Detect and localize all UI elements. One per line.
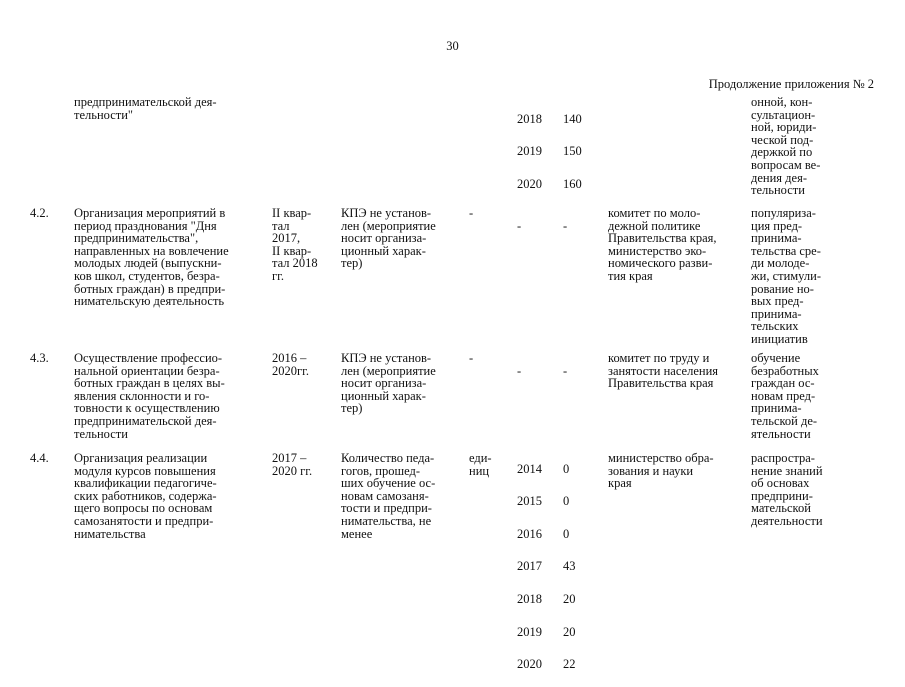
year-value: - <box>563 363 568 378</box>
carryover-years <box>517 96 583 206</box>
row-years <box>517 207 583 232</box>
row-result: популяриза- ция пред- принима- тельства сре- ди молоде- жи, стимули- рование но- вых пред- принима- тельских инициатив <box>751 206 821 346</box>
year-value: 0 <box>563 494 570 509</box>
year-row <box>517 622 583 642</box>
year-value: - <box>563 218 568 233</box>
year-label: - <box>517 363 522 378</box>
row-period: II квар- тал 2017, II квар- тал 2018 гг. <box>272 206 318 283</box>
row-number: 4.3. <box>30 351 49 365</box>
year-label: - <box>517 218 522 233</box>
row-indicator: КПЭ не установ- лен (мероприятие носит организа- ционный харак- тер) <box>341 351 436 416</box>
row-executor: комитет по труду и занятости населения Правительства края <box>608 351 719 391</box>
row-indicator: КПЭ не установ- лен (мероприятие носит организа- ционный харак- тер) <box>341 206 436 271</box>
year-row <box>517 524 583 544</box>
year-row <box>517 109 583 129</box>
year-value: 150 <box>563 144 582 159</box>
row-unit: еди- ниц <box>469 451 492 478</box>
year-value: 20 <box>563 591 576 606</box>
row-number: 4.4. <box>30 451 49 465</box>
year-row <box>517 174 583 194</box>
row-description: Осуществление профессио- нальной ориентации безра- ботных граждан в целях вы- явления склонности и го- товности к осуществлению предпринимательской дея- тельности <box>74 351 225 441</box>
carryover-description: предпринимательской дея- тельности" <box>74 95 217 122</box>
year-label: 2019 <box>517 144 542 159</box>
row-result: обучение безработных граждан ос- новам пред- принима- тельской де- ятельности <box>751 351 819 441</box>
carryover-result: онной, кон- сультацион- ной, юриди- ческой под- держкой по вопросам ве- дения дея- тельности <box>751 95 821 198</box>
row-executor: министерство обра- зования и науки края <box>608 451 714 491</box>
year-label: 2020 <box>517 657 542 672</box>
year-label: 2014 <box>517 461 542 476</box>
year-value: 22 <box>563 657 576 672</box>
row-period: 2016 – 2020гг. <box>272 351 309 378</box>
year-label: 2019 <box>517 624 542 639</box>
year-row <box>517 589 583 609</box>
year-value: 140 <box>563 111 582 126</box>
year-value: 0 <box>563 526 570 541</box>
year-row <box>517 556 583 576</box>
row-period: 2017 – 2020 гг. <box>272 451 313 478</box>
year-label: 2015 <box>517 494 542 509</box>
row-unit: - <box>469 206 474 220</box>
year-value: 0 <box>563 461 570 476</box>
row-description: Организация реализации модуля курсов повышения квалификации педагогиче- ских работников, содержа- щего вопросы по основам самозанятости и предпри- нимательства <box>74 451 217 541</box>
year-label: 2017 <box>517 559 542 574</box>
year-label: 2020 <box>517 176 542 191</box>
row-years <box>517 446 583 687</box>
year-value: 43 <box>563 559 576 574</box>
row-years <box>517 352 583 377</box>
row-unit: - <box>469 351 474 365</box>
year-label: 2016 <box>517 526 542 541</box>
page-number: 30 <box>446 39 459 53</box>
year-label: 2018 <box>517 591 542 606</box>
year-row <box>517 491 583 511</box>
year-label: 2018 <box>517 111 542 126</box>
year-row <box>517 459 583 479</box>
year-value: 160 <box>563 176 582 191</box>
year-row <box>517 654 583 674</box>
year-row <box>517 141 583 161</box>
row-result: распростра- нение знаний об основах предприни- мательской деятельности <box>751 451 823 528</box>
row-executor: комитет по моло- дежной политике Правительства края, министерство эко- номического разви- тия края <box>608 206 717 283</box>
row-indicator: Количество педа- гогов, прошед- ших обучение ос- новам самозаня- тости и предпри- нимательства, не менее <box>341 451 436 541</box>
continuation-label: Продолжение приложения № 2 <box>708 77 874 91</box>
row-description: Организация мероприятий в период празднования "Дня предпринимательства", направленных на вовлечение молодых людей (выпускни- ков школ, студентов, безра- ботных граждан) в предпри- нимательскую деятельность <box>74 206 229 309</box>
year-value: 20 <box>563 624 576 639</box>
row-number: 4.2. <box>30 206 49 220</box>
